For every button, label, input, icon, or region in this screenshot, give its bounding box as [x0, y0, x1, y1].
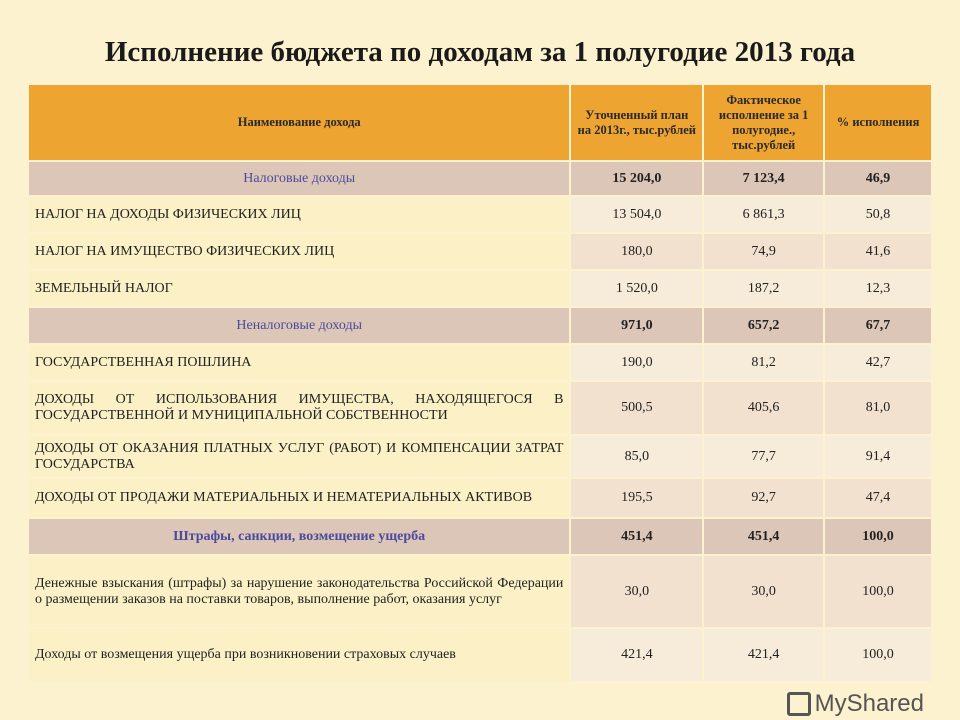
cell-pct: 47,4 — [824, 478, 932, 518]
cell-pct: 91,4 — [824, 435, 932, 478]
cell-name: НАЛОГ НА ДОХОДЫ ФИЗИЧЕСКИХ ЛИЦ — [28, 196, 570, 233]
cell-pct: 67,7 — [824, 307, 932, 344]
cell-pct: 12,3 — [824, 270, 932, 307]
table-row — [28, 478, 932, 518]
table-row — [28, 344, 932, 381]
cell-fact: 405,6 — [703, 381, 824, 435]
cell-name: Денежные взыскания (штрафы) за нарушение законодательства Российской Федерации о размещении заказов на поставки товаров, выполнение работ, оказания услуг — [28, 555, 570, 628]
cell-pct: 81,0 — [824, 381, 932, 435]
presentation-icon — [787, 692, 811, 716]
watermark — [787, 690, 924, 718]
table-row — [28, 628, 932, 682]
cell-plan: 195,5 — [570, 478, 703, 518]
cell-name: НАЛОГ НА ИМУЩЕСТВО ФИЗИЧЕСКИХ ЛИЦ — [28, 233, 570, 270]
cell-fact: 6 861,3 — [703, 196, 824, 233]
cell-fact: 421,4 — [703, 628, 824, 682]
table-row — [28, 555, 932, 628]
cell-name: ЗЕМЕЛЬНЫЙ НАЛОГ — [28, 270, 570, 307]
cell-fact: 30,0 — [703, 555, 824, 628]
group-row — [28, 518, 932, 555]
cell-name: Доходы от возмещения ущерба при возникновении страховых случаев — [28, 628, 570, 682]
cell-fact: 187,2 — [703, 270, 824, 307]
cell-name: ДОХОДЫ ОТ ПРОДАЖИ МАТЕРИАЛЬНЫХ И НЕМАТЕРИАЛЬНЫХ АКТИВОВ — [28, 478, 570, 518]
cell-name: ГОСУДАРСТВЕННАЯ ПОШЛИНА — [28, 344, 570, 381]
cell-name: ДОХОДЫ ОТ ИСПОЛЬЗОВАНИЯ ИМУЩЕСТВА, НАХОДЯЩЕГОСЯ В ГОСУДАРСТВЕННОЙ И МУНИЦИПАЛЬНОЙ СОБСТВЕННОСТИ — [28, 381, 570, 435]
cell-fact: 451,4 — [703, 518, 824, 555]
cell-plan: 500,5 — [570, 381, 703, 435]
cell-pct: 42,7 — [824, 344, 932, 381]
cell-pct: 46,9 — [824, 161, 932, 196]
cell-plan: 13 504,0 — [570, 196, 703, 233]
cell-plan: 421,4 — [570, 628, 703, 682]
header-fact: Фактическое исполнение за 1 полугодие., тыс.рублей — [703, 84, 824, 161]
cell-plan: 30,0 — [570, 555, 703, 628]
cell-fact: 657,2 — [703, 307, 824, 344]
table-row — [28, 233, 932, 270]
cell-pct: 100,0 — [824, 555, 932, 628]
table-row — [28, 270, 932, 307]
cell-pct: 50,8 — [824, 196, 932, 233]
budget-table — [27, 83, 933, 683]
header-plan: Уточненный план на 2013г., тыс.рублей — [570, 84, 703, 161]
header-pct: % исполнения — [824, 84, 932, 161]
cell-fact: 7 123,4 — [703, 161, 824, 196]
watermark-text: MyShared — [814, 690, 924, 717]
cell-pct: 100,0 — [824, 628, 932, 682]
cell-name: Штрафы, санкции, возмещение ущерба — [28, 518, 570, 555]
table-row — [28, 196, 932, 233]
cell-fact: 81,2 — [703, 344, 824, 381]
cell-name: Неналоговые доходы — [28, 307, 570, 344]
cell-name: Налоговые доходы — [28, 161, 570, 196]
cell-fact: 77,7 — [703, 435, 824, 478]
cell-plan: 85,0 — [570, 435, 703, 478]
slide-title: Исполнение бюджета по доходам за 1 полугодие 2013 года — [104, 36, 856, 68]
cell-plan: 180,0 — [570, 233, 703, 270]
cell-plan: 15 204,0 — [570, 161, 703, 196]
cell-plan: 451,4 — [570, 518, 703, 555]
cell-fact: 92,7 — [703, 478, 824, 518]
cell-fact: 74,9 — [703, 233, 824, 270]
cell-pct: 100,0 — [824, 518, 932, 555]
header-name: Наименование дохода — [28, 84, 570, 161]
table-row — [28, 435, 932, 478]
cell-plan: 1 520,0 — [570, 270, 703, 307]
table-row — [28, 381, 932, 435]
group-row — [28, 307, 932, 344]
cell-pct: 41,6 — [824, 233, 932, 270]
group-row — [28, 161, 932, 196]
cell-name: ДОХОДЫ ОТ ОКАЗАНИЯ ПЛАТНЫХ УСЛУГ (РАБОТ) И КОМПЕНСАЦИИ ЗАТРАТ ГОСУДАРСТВА — [28, 435, 570, 478]
cell-plan: 190,0 — [570, 344, 703, 381]
table-header — [28, 84, 932, 161]
cell-plan: 971,0 — [570, 307, 703, 344]
